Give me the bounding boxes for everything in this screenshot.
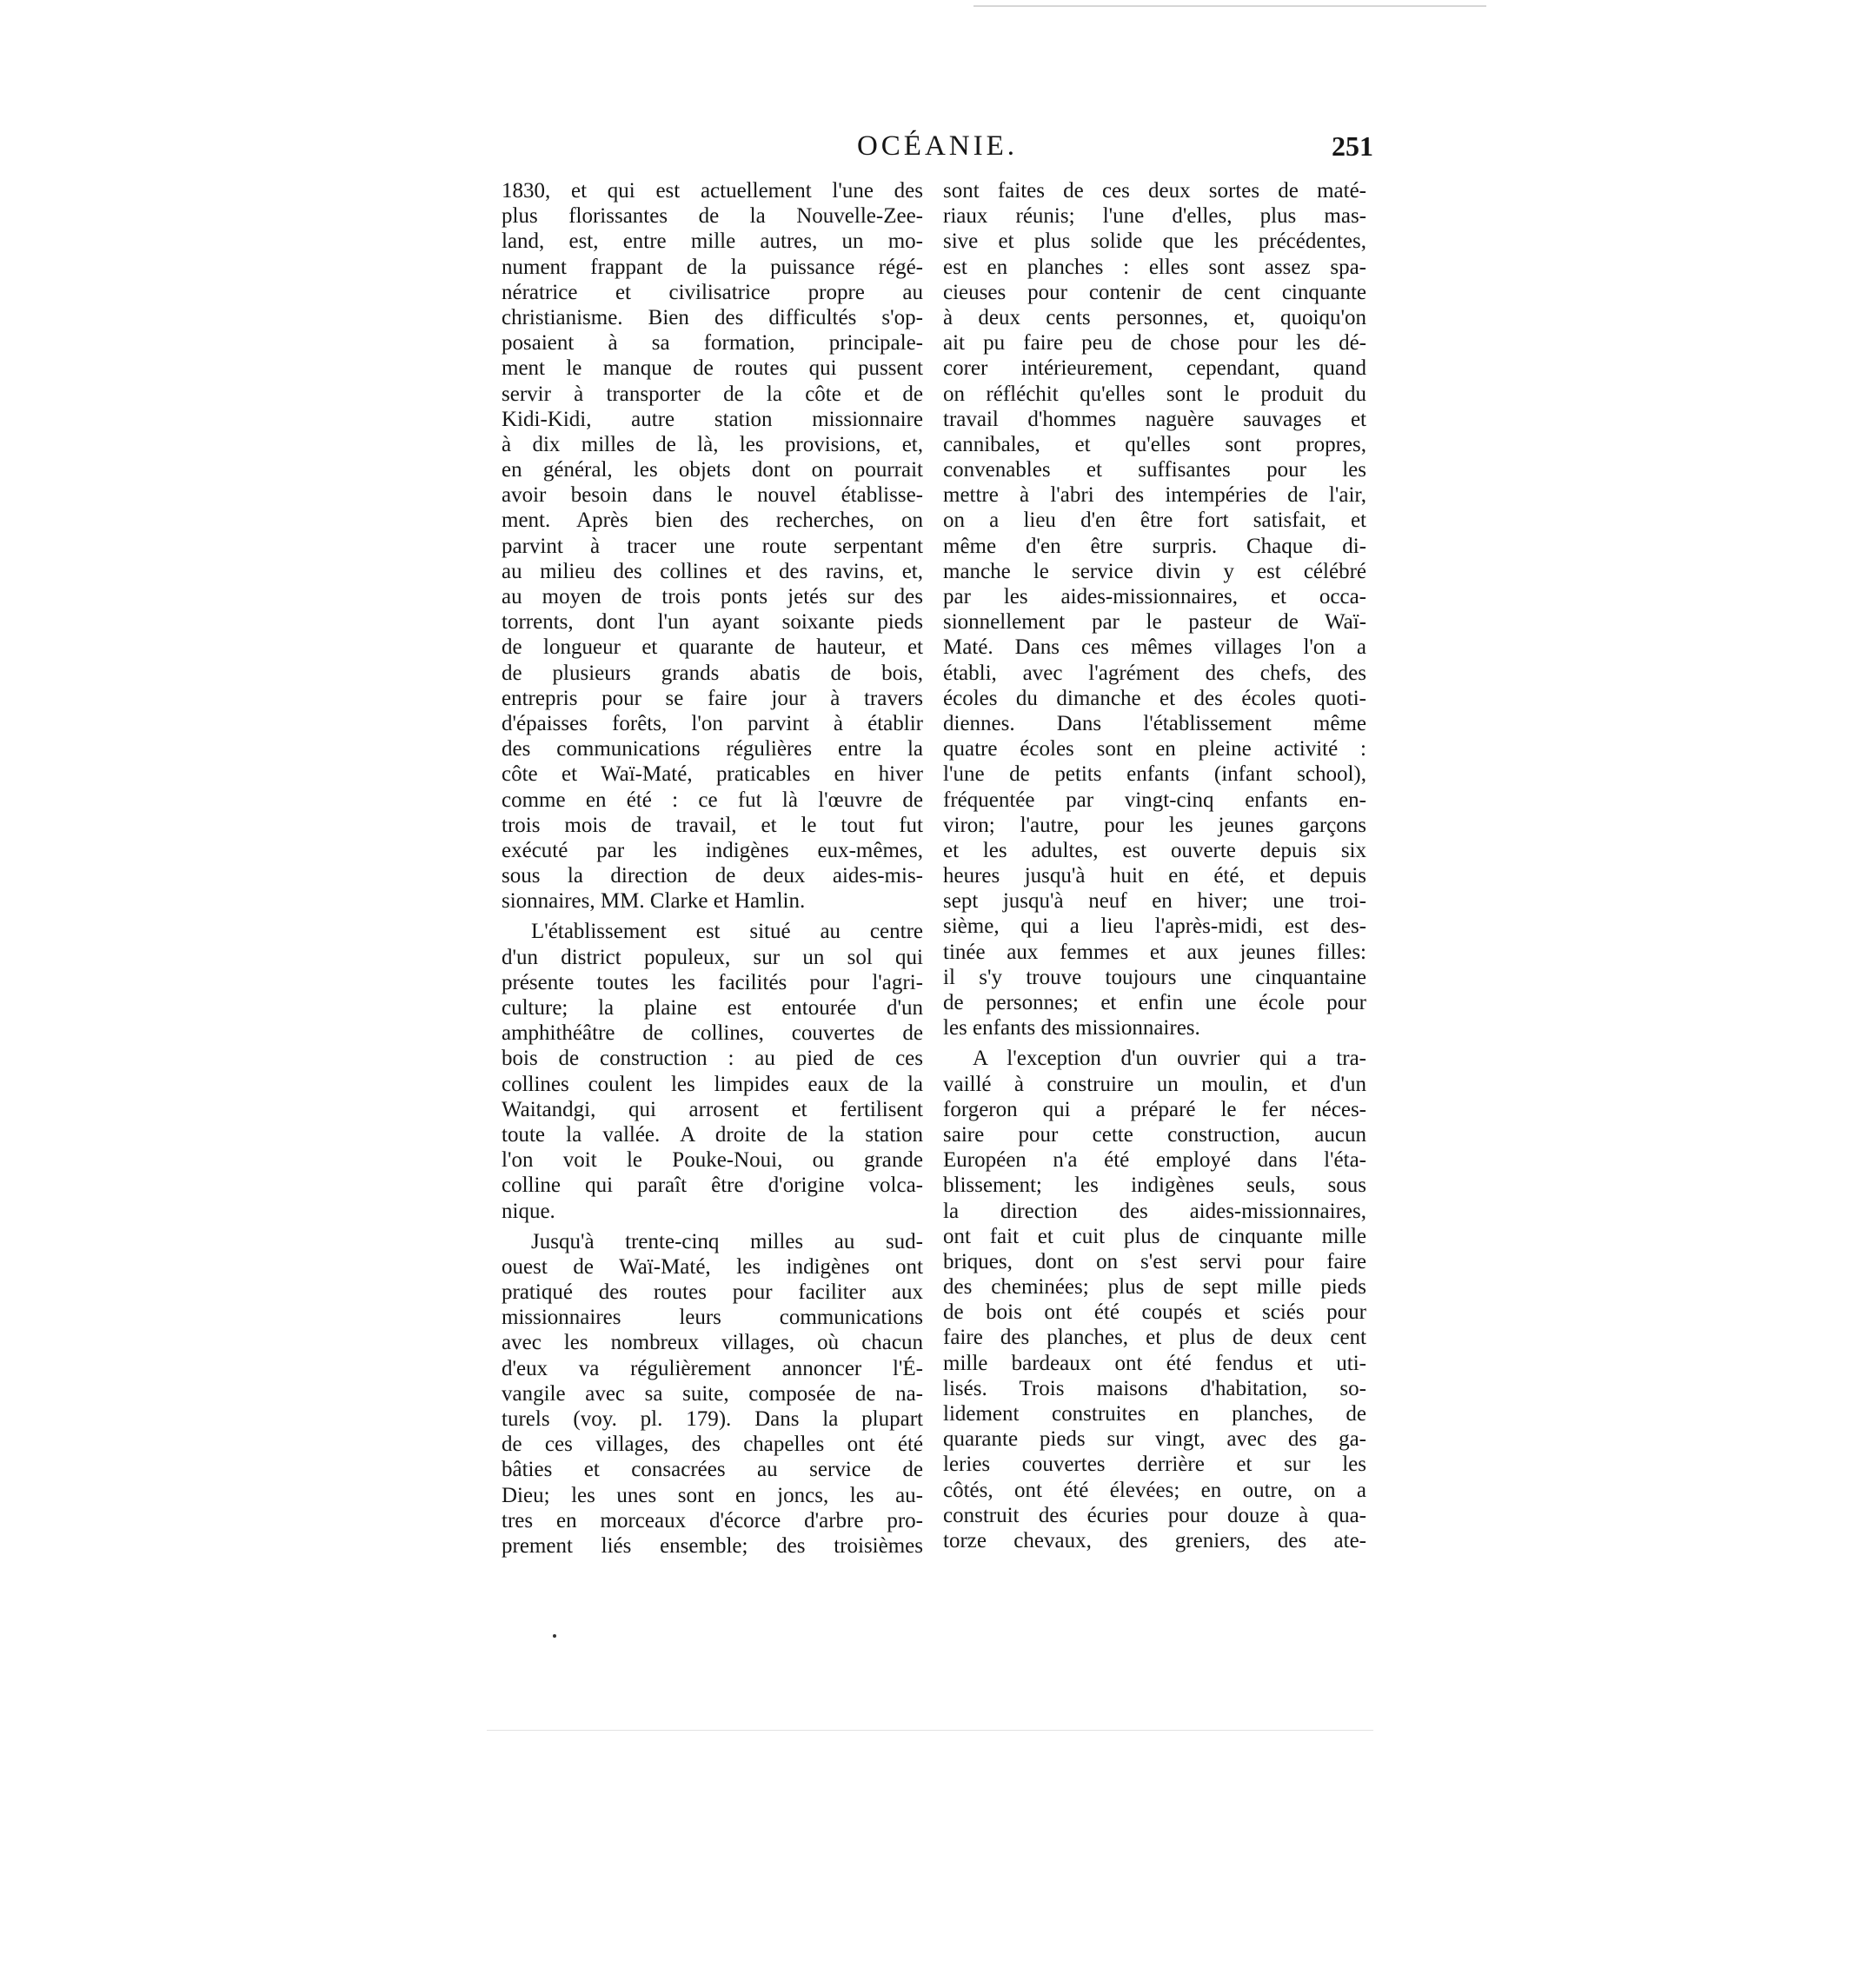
text-line: sième, qui a lieu l'après-midi, est des- [943, 914, 1366, 939]
text-line: parvint à tracer une route serpentant [502, 534, 923, 558]
text-line: leries couvertes derrière et sur les [943, 1453, 1366, 1477]
text-line: de personnes; et enfin une école pour [943, 991, 1366, 1014]
text-line: fréquentée par vingt-cinq enfants en- [943, 788, 1366, 812]
text-line: à dix milles de là, les provisions, et, [502, 432, 923, 456]
scan-edge-bottom [487, 1730, 1373, 1731]
text-line: côte et Waï-Maté, praticables en hiver [502, 762, 923, 787]
text-line: cannibales, et qu'elles sont propres, [943, 432, 1366, 456]
text-line: tres en morceaux d'écorce d'arbre pro- [502, 1508, 923, 1533]
text-line: de longueur et quarante de hauteur, et [502, 635, 923, 660]
text-line: colline qui paraît être d'origine volca- [502, 1174, 923, 1198]
left-text-column [502, 178, 923, 1559]
text-line: mille bardeaux ont été fendus et uti- [943, 1351, 1366, 1375]
text-line: l'une de petits enfants (infant school), [943, 762, 1366, 787]
text-line: de bois ont été coupés et sciés pour [943, 1300, 1366, 1325]
text-line: vangile avec sa suite, composée de na- [502, 1381, 923, 1406]
text-line: quatre écoles sont en pleine activité : [943, 737, 1366, 761]
text-line: Jusqu'à trente-cinq milles au sud- [531, 1229, 923, 1253]
text-line: entrepris pour se faire jour à travers [502, 686, 923, 710]
text-line: travail d'hommes naguère sauvages et [943, 407, 1366, 431]
text-line: nératrice et civilisatrice propre au [502, 280, 923, 304]
text-line: de ces villages, des chapelles ont été [502, 1433, 923, 1457]
text-line: des cheminées; plus de sept mille pieds [943, 1275, 1366, 1300]
text-line: plus florissantes de la Nouvelle-Zee- [502, 204, 923, 229]
text-line: au milieu des collines et des ravins, et, [502, 559, 923, 583]
text-line: on réfléchit qu'elles sont le produit du [943, 382, 1366, 406]
text-line: briques, dont on s'est servi pour faire [943, 1249, 1366, 1273]
text-line: nument frappant de la puissance régé- [502, 255, 923, 279]
text-line: ait pu faire peu de chose pour les dé- [943, 331, 1366, 356]
text-line: exécuté par les indigènes eux-mêmes, [502, 838, 923, 862]
text-line: avoir besoin dans le nouvel établisse- [502, 483, 923, 508]
text-line: sous la direction de deux aides-mis- [502, 864, 923, 888]
text-line: par les aides-missionnaires, et occa- [943, 585, 1366, 608]
text-line: comme en été : ce fut là l'œuvre de [502, 788, 923, 812]
text-line: ont fait et cuit plus de cinquante mille [943, 1224, 1366, 1248]
text-line: forgeron qui a préparé le fer néces- [943, 1097, 1366, 1121]
text-line: sionnellement par le pasteur de Waï- [943, 610, 1366, 635]
page-number: 251 [1332, 130, 1373, 162]
text-line: cieuses pour contenir de cent cinquante [943, 280, 1366, 304]
text-line: blissement; les indigènes seuls, sous [943, 1174, 1366, 1198]
text-line: prement liés ensemble; des troisièmes [502, 1533, 923, 1558]
text-line: Dieu; les unes sont en joncs, les au- [502, 1483, 923, 1507]
text-line: sont faites de ces deux sortes de maté- [943, 179, 1366, 203]
text-line: à deux cents personnes, et, quoiqu'on [943, 305, 1366, 329]
text-line: présente toutes les facilités pour l'agri- [502, 970, 923, 994]
text-line: toute la vallée. A droite de la station [502, 1122, 923, 1147]
text-line: avec les nombreux villages, où chacun [502, 1331, 923, 1355]
text-line: ouest de Waï-Maté, les indigènes ont [502, 1254, 923, 1279]
text-line: collines coulent les limpides eaux de la [502, 1072, 923, 1096]
text-line: A l'exception d'un ouvrier qui a tra- [973, 1047, 1366, 1071]
text-line: corer intérieurement, cependant, quand [943, 356, 1366, 381]
text-line: les enfants des missionnaires. [943, 1016, 1200, 1041]
text-line: Waitandgi, qui arrosent et fertilisent [502, 1097, 923, 1121]
text-line: saire pour cette construction, aucun [943, 1122, 1366, 1147]
text-line: Kidi-Kidi, autre station missionnaire [502, 407, 923, 431]
text-line: faire des planches, et plus de deux cent [943, 1326, 1366, 1350]
text-line: d'un district populeux, sur un sol qui [502, 945, 923, 969]
text-line: sionnaires, MM. Clarke et Hamlin. [502, 889, 806, 914]
text-line: ment. Après bien des recherches, on [502, 509, 923, 533]
text-line: même d'en être surpris. Chaque di- [943, 534, 1366, 558]
text-line: au moyen de trois ponts jetés sur des [502, 585, 923, 608]
text-line: la direction des aides-missionnaires, [943, 1199, 1366, 1223]
right-text-column [943, 178, 1366, 1553]
text-line: de plusieurs grands abatis de bois, [502, 661, 923, 685]
text-line: on a lieu d'en être fort satisfait, et [943, 509, 1366, 533]
text-line: bois de construction : au pied de ces [502, 1047, 923, 1071]
text-line: torze chevaux, des greniers, des ate- [943, 1528, 1366, 1553]
text-line: d'épaisses forêts, l'on parvint à établir [502, 711, 923, 735]
text-line: convenables et suffisantes pour les [943, 458, 1366, 482]
text-line: il s'y trouve toujours une cinquantaine [943, 965, 1366, 989]
text-line: riaux réunis; l'une d'elles, plus mas- [943, 204, 1366, 229]
text-line: en général, les objets dont on pourrait [502, 458, 923, 482]
text-line: lisés. Trois maisons d'habitation, so- [943, 1376, 1366, 1400]
text-line: diennes. Dans l'établissement même [943, 711, 1366, 735]
text-line: sive et plus solide que les précédentes, [943, 229, 1366, 254]
text-line: servir à transporter de la côte et de [502, 382, 923, 406]
text-line: missionnaires leurs communications [502, 1306, 923, 1330]
text-line: côtés, ont été élevées; en outre, on a [943, 1478, 1366, 1502]
running-title: OCÉANIE. [856, 130, 1019, 162]
text-line: culture; la plaine est entourée d'un [502, 996, 923, 1020]
text-line: torrents, dont l'un ayant soixante pieds [502, 610, 923, 635]
text-line: Maté. Dans ces mêmes villages l'on a [943, 635, 1366, 660]
text-line: et les adultes, est ouverte depuis six [943, 838, 1366, 862]
scan-speck [553, 1634, 556, 1638]
text-line: est en planches : elles sont assez spa- [943, 255, 1366, 279]
text-line: quarante pieds sur vingt, avec des ga- [943, 1427, 1366, 1452]
text-line: nique. [502, 1199, 555, 1223]
text-line: turels (voy. pl. 179). Dans la plupart [502, 1407, 923, 1431]
text-line: Européen n'a été employé dans l'éta- [943, 1148, 1366, 1173]
text-line: mettre à l'abri des intempéries de l'air, [943, 483, 1366, 508]
page-header [502, 130, 1373, 170]
text-line: pratiqué des routes pour faciliter aux [502, 1280, 923, 1305]
text-line: land, est, entre mille autres, un mo- [502, 229, 923, 254]
text-line: construit des écuries pour douze à qua- [943, 1503, 1366, 1527]
text-line: tinée aux femmes et aux jeunes filles: [943, 940, 1366, 964]
text-line: établi, avec l'agrément des chefs, des [943, 661, 1366, 685]
scan-edge-top [974, 5, 1486, 7]
text-line: d'eux va régulièrement annoncer l'É- [502, 1356, 923, 1380]
text-line: sept jusqu'à neuf en hiver; une troi- [943, 889, 1366, 914]
text-line: 1830, et qui est actuellement l'une des [502, 179, 923, 203]
text-line: posaient à sa formation, principale- [502, 331, 923, 356]
text-line: L'établissement est situé au centre [531, 920, 923, 944]
text-line: amphithéâtre de collines, couvertes de [502, 1021, 923, 1046]
text-line: lidement construites en planches, de [943, 1402, 1366, 1426]
text-line: l'on voit le Pouke-Noui, ou grande [502, 1148, 923, 1173]
text-line: manche le service divin y est célébré [943, 559, 1366, 583]
text-line: christianisme. Bien des difficultés s'op- [502, 305, 923, 329]
text-line: écoles du dimanche et des écoles quoti- [943, 686, 1366, 710]
text-line: bâties et consacrées au service de [502, 1458, 923, 1482]
text-line: trois mois de travail, et le tout fut [502, 813, 923, 837]
text-line: vaillé à construire un moulin, et d'un [943, 1072, 1366, 1096]
text-line: ment le manque de routes qui pussent [502, 356, 923, 381]
text-line: des communications régulières entre la [502, 737, 923, 761]
text-line: heures jusqu'à huit en été, et depuis [943, 864, 1366, 888]
text-line: viron; l'autre, pour les jeunes garçons [943, 813, 1366, 837]
